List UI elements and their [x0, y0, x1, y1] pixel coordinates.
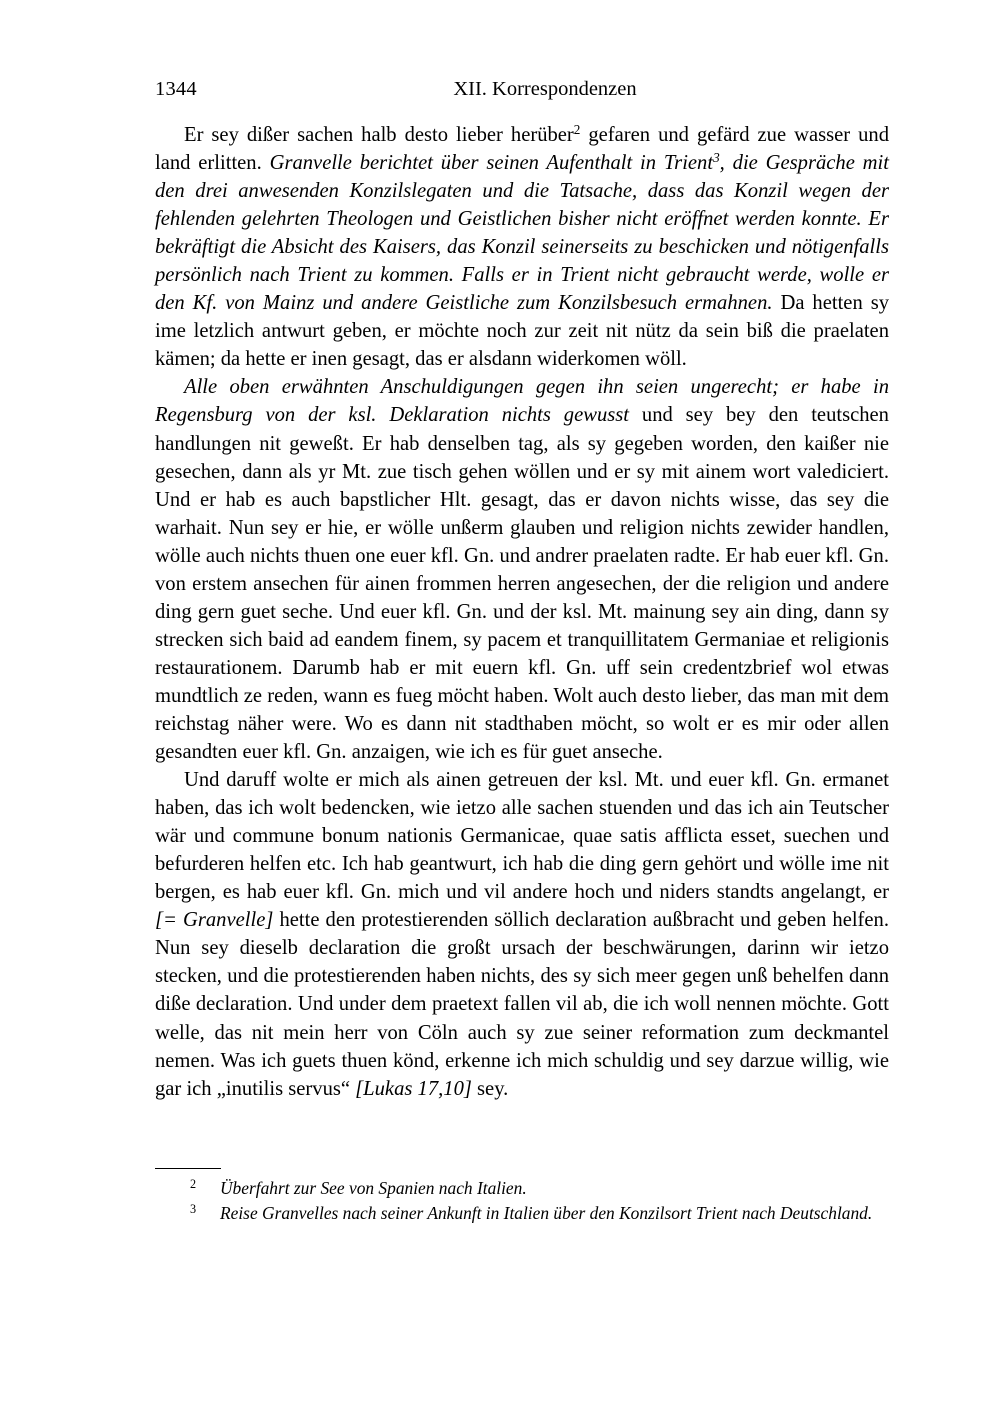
paragraph-2: [155, 373, 889, 766]
footnote-separator-rule: [155, 1168, 221, 1169]
para1-italic2: , die Gespräche mit den drei anwesenden Konzilslegaten und die Tatsache, dass das Konzil wegen der fehlenden gelehrten Theologen und Geistlichen bisher nicht eröffnet werden konnte. Er bekräftigt die Absicht des Kaisers, das Konzil seinerseits zu beschicken und nötigenfalls persönlich nach Trient zu kommen. Falls er in Trient nicht gebraucht werde, wolle er den Kf. von Mainz und andere Geistliche zum Konzilsbesuch ermahnen.: [155, 152, 889, 315]
running-head-title: XII. Korrespondenzen: [453, 78, 637, 100]
body-text: [155, 121, 889, 1103]
para1-run3: Da hetten sy ime letzlich antwurt geben, er möchte noch zur zeit nit nütz da sein biß die praelaten kämen; da hette er inen gesagt, das er alsdann widerkomen wöll.: [155, 292, 890, 371]
footnote-ref-2[interactable]: 2: [573, 122, 581, 138]
para3-bible-reference: [Lukas 17,10]: [355, 1077, 472, 1100]
para1-italic1: Granvelle berichtet über seinen Aufenthalt in Trient: [269, 152, 714, 175]
para1-run1: Er sey dißer sachen halb desto lieber herüber: [184, 124, 574, 146]
paragraph-1: [155, 121, 889, 373]
para2-italic1: Alle oben erwähnten Anschuldigungen gegen ihn seien ungerecht; er habe in Regensburg von der ksl. Deklaration nichts gewusst: [155, 376, 889, 427]
para3-run3: sey.: [471, 1077, 509, 1100]
paragraph-3: [155, 766, 889, 1103]
para3-run2: hette den protestierenden söllich declaration außbracht und geben helfen. Nun sey dieselb declaration die großt ursach der beschwärungen, darinn wir ietzo stecken, und die protestierenden haben nichts, des sy sich meer gegen unß behelfen dann diße declaration. Und under dem praetext fallen vil ab, die ich woll nennen möchte. Gott welle, das nit mein herr von Cöln auch sy zue seiner reformation zum deckmantel nemen. Was ich guets thuen könd, erkenne ich mich schuldig und sey darzue willig, wie gar ich „inutilis servus“: [155, 909, 890, 1100]
para3-run1: Und daruff wolte er mich als ainen getreuen der ksl. Mt. und euer kfl. Gn. ermanet haben, das ich wolt bedencken, wie ietzo alle sachen stuenden und das ich ain Teutscher wär und commune bonum nationis Germanicae, quae satis afflicta esset, suechen und befurderen helfen etc. Ich hab geantwurt, ich hab die ding gern gehört und wölle ime nit bergen, es hab euer kfl. Gn. mich und vil andere hoch und niders standts angelangt, er: [155, 769, 889, 904]
para3-editorial-note-granvelle: [= Granvelle]: [155, 909, 274, 932]
footnote-item: 3 Reise Granvelles nach seiner Ankunft in Italien über den Konzilsort Trient nach Deutschland.: [190, 1202, 873, 1224]
footnote-item: 2 Überfahrt zur See von Spanien nach Italien.: [190, 1176, 527, 1198]
para2-run1: und sey bey den teutschen handlungen nit geweßt. Er hab denselben tag, als sy gegeben worden, den kaißer nie gesechen, dann als yr Mt. zue tisch gehen wöllen und er sy mit ainem wort valediciert. Und er hab es auch bapstlicher Hlt. gesagt, das er davon nichts wisse, das sey die warhait. Nun sey er hie, er wölle unßerm glauben und religion nichts zewider handlen, wölle auch nichts thuen one euer kfl. Gn. und andrer praelaten radte. Er hab euer kfl. Gn. von erstem ansechen für ainen frommen herren angesechen, der die religion und andere ding gern guet seche. Und euer kfl. Gn. und der ksl. Mt. mainung sey ain ding, dann sy strecken sich baid ad eandem finem, sy pacem et tranquillitatem Germaniae et religionis restaurationem. Darumb hab er mit euern kfl. Gn. uff sein credentzbrief wol etwas mundtlich ze reden, wann es fueg möcht haben. Wolt auch desto lieber, das man mit dem reichstag näher were. Wo es dann nit stadthaben möcht, so wolt er es mir oder allen gesandten euer kfl. Gn. anzaigen, wie ich es für guet anseche.: [155, 404, 889, 764]
footnote-ref-3[interactable]: 3: [713, 150, 720, 166]
para1-run2: gefaren und gefärd zue wasser und land erlitten.: [155, 124, 889, 175]
footnote-text: Überfahrt zur See von Spanien nach Italien.: [220, 1178, 527, 1198]
running-head: [155, 72, 889, 106]
footnotes-section: [155, 1168, 889, 1227]
page-content-frame: [155, 72, 889, 1103]
page-number: 1344: [155, 78, 197, 100]
footnote-text: Reise Granvelles nach seiner Ankunft in Italien über den Konzilsort Trient nach Deutschland.: [220, 1203, 873, 1224]
